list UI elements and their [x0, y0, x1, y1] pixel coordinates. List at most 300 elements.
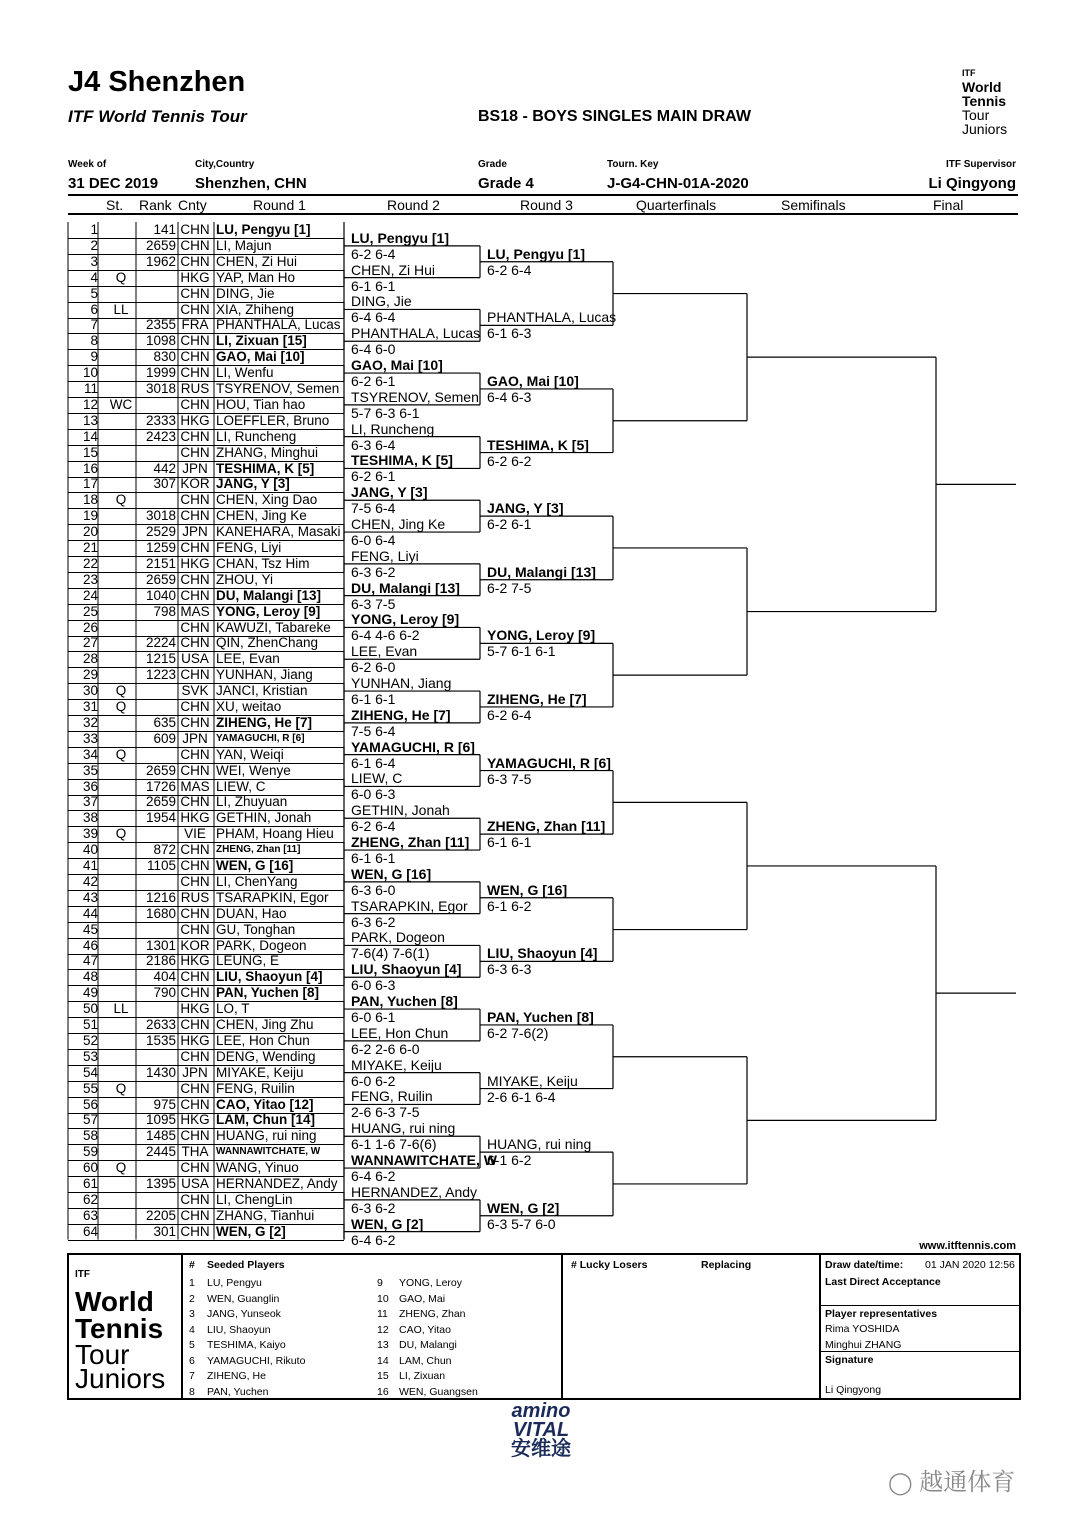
- entry-name: LAM, Chun [14]: [216, 1112, 315, 1128]
- entry-number: 39: [82, 826, 98, 842]
- entry-number: 8: [90, 333, 98, 349]
- match-score: 2-6 6-1 6-4: [487, 1088, 556, 1105]
- entry-number: 9: [90, 349, 98, 365]
- entry-name: FENG, Liyi: [216, 540, 282, 555]
- entry-country: USA: [181, 651, 209, 667]
- watermark: [888, 1462, 1015, 1497]
- entry-number: 43: [82, 889, 98, 905]
- match-score: 6-3 6-3: [487, 961, 532, 978]
- entry-rank: 1215: [145, 651, 176, 667]
- entry-country: MAS: [180, 603, 210, 619]
- entry-name: HUANG, rui ning: [216, 1128, 317, 1144]
- match-score: 6-2 6-0: [351, 659, 396, 676]
- entry-rank: 1223: [145, 667, 176, 683]
- entry-number: 4: [90, 269, 98, 285]
- winner-name: HUANG, rui ning: [487, 1136, 592, 1153]
- entry-name: WEI, Wenye: [216, 762, 291, 778]
- entry-number: 64: [82, 1223, 98, 1239]
- entry-number: 17: [82, 476, 98, 492]
- winner-name: JANG, Y [3]: [351, 484, 428, 501]
- entry-number: 23: [82, 571, 98, 587]
- entry-rank: 1105: [146, 858, 176, 873]
- footer-logo-tennis: Tennis: [75, 1313, 164, 1344]
- winner-name: DU, Malangi [13]: [351, 579, 460, 596]
- watermark-text: 越通体育: [919, 1469, 1016, 1496]
- winner-name: LEE, Evan: [351, 643, 418, 660]
- match-score: 6-0 6-3: [351, 786, 396, 803]
- entry-number: 40: [82, 842, 98, 858]
- entry-name: TESHIMA, K [5]: [216, 460, 315, 476]
- winner-name: WEN, G [2]: [351, 1215, 424, 1232]
- match-score: 6-1 6-1: [487, 834, 532, 851]
- entry-name: PARK, Dogeon: [216, 937, 307, 953]
- logo-tour: Tour: [962, 107, 990, 123]
- seed-name: TESHIMA, Kaiyo: [207, 1339, 286, 1351]
- entry-country: CHN: [180, 1048, 210, 1064]
- signature-name: Li Qingyong: [825, 1384, 882, 1396]
- entry-country: CHN: [180, 396, 210, 412]
- match-score: 6-2 6-2: [487, 452, 532, 469]
- entry-rank: 798: [153, 603, 176, 619]
- entry-country: CHN: [180, 985, 210, 1001]
- replacing-title: Replacing: [701, 1259, 752, 1271]
- winner-name: LI, Runcheng: [351, 420, 435, 437]
- seed-name: WEN, Guangsen: [399, 1385, 478, 1398]
- entry-name: DUAN, Hao: [216, 905, 287, 921]
- winner-name: TSYRENOV, Semen: [351, 388, 479, 405]
- entry-name: GU, Tonghan: [216, 921, 296, 937]
- winner-name: MIYAKE, Keiju: [351, 1056, 442, 1073]
- entry-rank: 1095: [145, 1112, 176, 1128]
- divider: [821, 1305, 1019, 1306]
- entry-number: 52: [82, 1032, 98, 1048]
- entry-number: 46: [82, 937, 98, 953]
- winner-name: LIU, Shaoyun [4]: [487, 945, 598, 962]
- entry-status: LL: [113, 301, 129, 317]
- entry-number: 15: [82, 444, 98, 460]
- entry-country: HKG: [180, 1032, 210, 1048]
- entry-number: 16: [82, 460, 98, 476]
- entry-number: 36: [82, 778, 98, 794]
- seed-name: ZHENG, Zhan: [399, 1308, 466, 1320]
- entry-number: 53: [82, 1048, 98, 1064]
- seed-number: 7: [189, 1370, 195, 1382]
- entry-country: CHN: [180, 635, 210, 651]
- entry-rank: 1485: [145, 1128, 176, 1144]
- entry-status: Q: [115, 1160, 127, 1176]
- seed-number: 16: [377, 1385, 389, 1398]
- sponsor-line3: 安维途: [511, 1438, 571, 1460]
- entry-rank: 2529: [145, 524, 176, 540]
- entry-number: 28: [82, 651, 98, 667]
- match-score: 6-2 2-6 6-0: [351, 1040, 420, 1057]
- entry-name: CHAN, Tsz Him: [216, 555, 310, 571]
- entry-rank: 1680: [145, 905, 176, 921]
- winner-name: YAMAGUCHI, R [6]: [351, 738, 475, 755]
- entry-name: CHEN, Xing Dao: [216, 492, 318, 508]
- match-score: 6-2 7-5: [487, 579, 532, 596]
- seed-number: 3: [189, 1308, 195, 1320]
- col-final: Final: [933, 197, 964, 213]
- winner-name: JANG, Y [3]: [487, 500, 564, 517]
- col-round3: Round 3: [520, 197, 573, 213]
- seed-name: YAMAGUCHI, Rikuto: [207, 1354, 306, 1367]
- entry-rank: 141: [153, 222, 176, 237]
- entry-name: PAN, Yuchen [8]: [216, 985, 320, 1001]
- entry-name: LIU, Shaoyun [4]: [216, 969, 323, 985]
- city-value: Shenzhen, CHN: [195, 175, 307, 192]
- winner-name: GETHIN, Jonah: [351, 802, 450, 819]
- entry-name: YAN, Weiqi: [216, 746, 284, 762]
- entry-country: CHN: [180, 1080, 210, 1096]
- entry-number: 12: [82, 396, 98, 412]
- entry-name: LI, Runcheng: [216, 428, 297, 444]
- entry-number: 38: [82, 810, 98, 826]
- entry-country: CHN: [180, 905, 210, 921]
- entry-number: 11: [83, 381, 98, 396]
- entry-rank: 635: [153, 714, 176, 730]
- entry-number: 59: [82, 1144, 98, 1160]
- match-score: 6-2 6-1: [351, 373, 396, 390]
- entry-number: 44: [82, 905, 98, 921]
- match-score: 6-4 6-2: [351, 1168, 396, 1185]
- entry-name: DENG, Wending: [216, 1048, 316, 1064]
- entry-name: HOU, Tian hao: [216, 396, 306, 412]
- winner-name: PAN, Yuchen [8]: [487, 1008, 594, 1025]
- seed-number: 11: [377, 1308, 388, 1320]
- entry-status: Q: [115, 699, 127, 714]
- entry-name: DING, Jie: [216, 285, 275, 301]
- rep-2: Minghui ZHANG: [825, 1339, 902, 1351]
- entry-name: WEN, G [16]: [216, 858, 294, 873]
- entry-name: CAO, Yitao [12]: [216, 1096, 314, 1112]
- seed-name: LAM, Chun: [399, 1354, 452, 1367]
- match-score: 7-5 6-4: [351, 500, 396, 517]
- seeded-players: [181, 1255, 563, 1398]
- entry-status: Q: [115, 1080, 127, 1096]
- match-score: 2-6 6-3 7-5: [351, 1104, 420, 1121]
- footer-logo-tour: Tour: [75, 1339, 130, 1370]
- entry-rank: 2633: [145, 1017, 176, 1032]
- entry-rank: 1098: [145, 333, 176, 349]
- entry-name: MIYAKE, Keiju: [216, 1064, 304, 1080]
- entry-number: 60: [82, 1160, 98, 1176]
- entry-country: CHN: [180, 794, 210, 810]
- footer-panel: [67, 1253, 1021, 1400]
- col-round1: Round 1: [253, 197, 306, 213]
- seed-name: LI, Zixuan: [399, 1370, 446, 1382]
- entry-name: LIEW, C: [216, 778, 266, 794]
- entry-country: CHN: [180, 237, 210, 253]
- entry-name: TSYRENOV, Semen: [216, 381, 340, 396]
- entry-name: YUNHAN, Jiang: [216, 667, 313, 683]
- entry-name: LEE, Evan: [216, 651, 280, 667]
- match-score: 6-0 6-1: [351, 1009, 396, 1026]
- entry-country: HKG: [180, 555, 210, 571]
- entry-country: CHN: [180, 969, 210, 985]
- col-semifinals: Semifinals: [781, 197, 846, 213]
- seeded-title: Seeded Players: [207, 1259, 285, 1271]
- entry-name: TSARAPKIN, Egor: [216, 889, 329, 905]
- seed-name: DU, Malangi: [399, 1339, 457, 1351]
- entry-country: CHN: [180, 1191, 210, 1207]
- winner-name: DING, Jie: [351, 293, 412, 310]
- logo-world: World: [962, 79, 1002, 95]
- entry-name: LU, Pengyu [1]: [216, 222, 311, 237]
- winner-name: HUANG, rui ning: [351, 1120, 456, 1137]
- entry-country: CHN: [180, 285, 210, 301]
- entry-rank: 1535: [145, 1032, 176, 1048]
- entry-country: USA: [181, 1176, 209, 1191]
- match-score: 6-4 6-2: [351, 1231, 396, 1248]
- winner-name: WEN, G [16]: [351, 865, 432, 882]
- winner-name: WANNAWITCHATE, W: [351, 1152, 497, 1169]
- lucky-losers: [563, 1255, 821, 1398]
- entry-number: 45: [82, 921, 98, 937]
- entry-number: 20: [82, 524, 98, 540]
- winner-name: FENG, Liyi: [351, 547, 419, 564]
- entry-number: 6: [90, 301, 98, 317]
- entry-name: CHEN, Jing Ke: [216, 508, 307, 524]
- entry-number: 18: [82, 492, 98, 508]
- entry-number: 26: [82, 619, 98, 635]
- entry-name: LEUNG, E: [216, 953, 280, 969]
- entry-rank: 872: [153, 842, 176, 858]
- seed-number: 4: [189, 1323, 195, 1336]
- seed-name: ZIHENG, He: [207, 1370, 266, 1382]
- match-score: 6-2 6-4: [487, 261, 532, 278]
- seed-number: 13: [377, 1339, 389, 1351]
- entry-rank: 1726: [145, 778, 176, 794]
- entry-country: JPN: [182, 1064, 208, 1080]
- winner-name: YUNHAN, Jiang: [351, 675, 452, 692]
- entry-number: 48: [82, 969, 98, 985]
- col-quarterfinals: Quarterfinals: [636, 197, 717, 213]
- entry-country: CHN: [180, 921, 210, 937]
- match-score: 6-0 6-4: [351, 532, 396, 549]
- entry-country: CHN: [180, 571, 210, 587]
- entry-rank: 1999: [145, 365, 176, 381]
- entry-number: 61: [82, 1176, 98, 1191]
- entry-country: CHN: [180, 333, 210, 349]
- entry-rank: 1954: [145, 810, 176, 826]
- entry-country: CHN: [180, 492, 210, 508]
- match-score: 6-3 6-2: [351, 913, 396, 930]
- entry-number: 25: [82, 603, 98, 619]
- entry-country: HKG: [180, 810, 210, 826]
- entry-number: 30: [82, 683, 98, 699]
- entry-name: LEE, Hon Chun: [216, 1032, 310, 1048]
- entry-name: PHANTHALA, Lucas: [216, 317, 341, 333]
- draw-name: BS18 - BOYS SINGLES MAIN DRAW: [478, 108, 751, 125]
- entry-name: LI, Wenfu: [216, 365, 274, 381]
- entry-rank: 2445: [145, 1144, 176, 1160]
- entry-country: CHN: [180, 508, 210, 524]
- entry-number: 63: [82, 1207, 98, 1223]
- entry-country: CHN: [180, 365, 210, 381]
- entry-number: 42: [82, 873, 98, 889]
- entry-name: XIA, Zhiheng: [216, 301, 295, 317]
- wechat-icon: ◯: [888, 1470, 913, 1495]
- entry-country: CHN: [180, 746, 210, 762]
- entry-status: Q: [115, 746, 127, 762]
- winner-name: LIU, Shaoyun [4]: [351, 961, 462, 978]
- entry-country: CHN: [180, 349, 210, 365]
- match-score: 6-4 6-4: [351, 309, 396, 326]
- entry-name: ZHANG, Minghui: [216, 444, 319, 460]
- match-score: 6-2 6-1: [487, 516, 532, 533]
- entry-country: RUS: [180, 381, 210, 396]
- match-score: 6-3 6-2: [351, 1199, 396, 1216]
- entry-country: CHN: [180, 1223, 210, 1239]
- entry-number: 14: [82, 428, 98, 444]
- entry-name: ZHANG, Tianhui: [216, 1207, 315, 1223]
- winner-name: ZIHENG, He [7]: [351, 706, 451, 723]
- entry-name: LI, ChengLin: [216, 1191, 293, 1207]
- entry-name: YONG, Leroy [9]: [216, 603, 321, 619]
- entry-rank: 790: [153, 985, 176, 1001]
- sponsor-logo: [505, 1402, 577, 1459]
- match-score: 6-1 6-4: [351, 754, 396, 771]
- entry-country: CHN: [180, 858, 210, 873]
- match-score: 6-1 6-1: [351, 691, 396, 708]
- entry-country: HKG: [180, 1001, 210, 1017]
- entry-name: GETHIN, Jonah: [216, 810, 312, 826]
- winner-name: LU, Pengyu [1]: [351, 229, 450, 246]
- entry-name: ZHOU, Yi: [216, 571, 274, 587]
- entry-rank: 442: [153, 460, 176, 476]
- entry-country: SVK: [181, 683, 209, 699]
- col-round2: Round 2: [387, 197, 440, 213]
- seed-name: GAO, Mai: [399, 1292, 446, 1305]
- entry-number: 51: [82, 1017, 98, 1032]
- entry-rank: 975: [153, 1096, 176, 1112]
- week-label: Week of: [68, 159, 107, 170]
- entry-country: CHN: [180, 714, 210, 730]
- entry-country: HKG: [180, 412, 210, 428]
- entry-country: CHN: [180, 222, 210, 237]
- winner-name: MIYAKE, Keiju: [487, 1072, 578, 1089]
- winner-name: CHEN, Jing Ke: [351, 516, 446, 533]
- entry-country: JPN: [182, 460, 208, 476]
- entry-number: 10: [82, 365, 98, 381]
- entry-rank: 2205: [145, 1207, 176, 1223]
- entry-number: 32: [82, 714, 98, 730]
- entry-name: LO, T: [216, 1001, 250, 1017]
- match-score: 6-3 6-4: [351, 436, 396, 453]
- entry-name: PHAM, Hoang Hieu: [216, 826, 334, 842]
- match-score: 6-2 6-4: [351, 245, 396, 262]
- entry-rank: 609: [153, 730, 176, 746]
- draw-date-label: Draw date/time:: [825, 1259, 904, 1271]
- entry-number: 56: [82, 1096, 98, 1112]
- entry-number: 34: [82, 746, 98, 762]
- entry-country: HKG: [180, 269, 210, 285]
- entry-name: JANCI, Kristian: [216, 683, 308, 699]
- week-value: 31 DEC 2019: [68, 175, 159, 192]
- entry-number: 22: [82, 555, 98, 571]
- match-score: 5-7 6-3 6-1: [351, 404, 420, 421]
- entry-rank: 301: [153, 1223, 176, 1239]
- entry-number: 47: [82, 953, 98, 969]
- entry-country: CHN: [180, 1096, 210, 1112]
- entry-country: JPN: [182, 730, 208, 746]
- entry-rank: 1040: [145, 587, 176, 603]
- seed-number: 9: [377, 1277, 383, 1289]
- entry-rank: 2186: [145, 953, 176, 969]
- entry-number: 24: [82, 587, 98, 603]
- entry-rank: 1430: [145, 1064, 176, 1080]
- entry-name: HERNANDEZ, Andy: [216, 1176, 338, 1191]
- website: www.itftennis.com: [919, 1240, 1016, 1252]
- winner-name: DU, Malangi [13]: [487, 563, 596, 580]
- supervisor-label: ITF Supervisor: [945, 159, 1016, 170]
- entry-name: QIN, ZhenChang: [216, 635, 319, 651]
- entry-name: LI, Zhuyuan: [216, 794, 288, 810]
- tournament-title: J4 Shenzhen: [68, 66, 246, 98]
- entry-rank: 404: [153, 969, 176, 985]
- match-score: 6-1 1-6 7-6(6): [351, 1136, 437, 1153]
- winner-name: TESHIMA, K [5]: [351, 452, 453, 469]
- entry-number: 5: [90, 285, 98, 301]
- entry-name: YAMAGUCHI, R [6]: [216, 732, 305, 744]
- winner-name: WEN, G [2]: [487, 1199, 560, 1216]
- seed-name: PAN, Yuchen: [207, 1385, 269, 1398]
- footer-logo: [69, 1255, 183, 1398]
- entry-country: RUS: [180, 889, 210, 905]
- lucky-losers-title: # Lucky Losers: [571, 1259, 648, 1271]
- col-cnty: Cnty: [178, 197, 207, 213]
- supervisor-value: Li Qingyong: [928, 175, 1016, 192]
- entry-name: LI, Majun: [216, 237, 272, 253]
- seed-number: 10: [377, 1292, 389, 1305]
- entry-rank: 2151: [145, 555, 176, 571]
- entry-country: THA: [181, 1144, 209, 1160]
- sponsor-line1: amino: [511, 1400, 571, 1422]
- entry-number: 2: [90, 237, 98, 253]
- entry-number: 37: [82, 794, 98, 810]
- entry-country: CHN: [180, 1160, 210, 1176]
- entry-name: XU, weitao: [216, 699, 282, 714]
- winner-name: PHANTHALA, Lucas: [487, 309, 617, 326]
- entry-country: CHN: [180, 762, 210, 778]
- entry-country: CHN: [180, 301, 210, 317]
- winner-name: TSARAPKIN, Egor: [351, 897, 468, 914]
- winner-name: GAO, Mai [10]: [351, 357, 443, 374]
- seed-number: 6: [189, 1354, 195, 1367]
- winner-name: LU, Pengyu [1]: [487, 245, 586, 262]
- entry-country: CHN: [180, 842, 210, 858]
- entry-number: 41: [82, 858, 98, 873]
- match-score: 6-0 6-2: [351, 1072, 396, 1089]
- entry-rank: 2659: [145, 571, 176, 587]
- entry-country: CHN: [180, 587, 210, 603]
- match-score: 6-4 4-6 6-2: [351, 627, 420, 644]
- entry-country: CHN: [180, 667, 210, 683]
- match-score: 6-4 6-3: [487, 388, 532, 405]
- entry-name: FENG, Ruilin: [216, 1080, 295, 1096]
- entry-country: CHN: [180, 428, 210, 444]
- winner-name: PHANTHALA, Lucas: [351, 325, 481, 342]
- entry-name: KANEHARA, Masaki: [216, 524, 341, 540]
- match-score: 6-3 6-2: [351, 563, 396, 580]
- entry-rank: 2355: [145, 317, 176, 333]
- winner-name: ZHENG, Zhan [11]: [487, 818, 606, 835]
- match-score: 6-2 6-1: [351, 468, 396, 485]
- entry-number: 57: [82, 1112, 98, 1128]
- entry-rank: 1395: [145, 1176, 176, 1191]
- seed-name: CAO, Yitao: [399, 1323, 451, 1336]
